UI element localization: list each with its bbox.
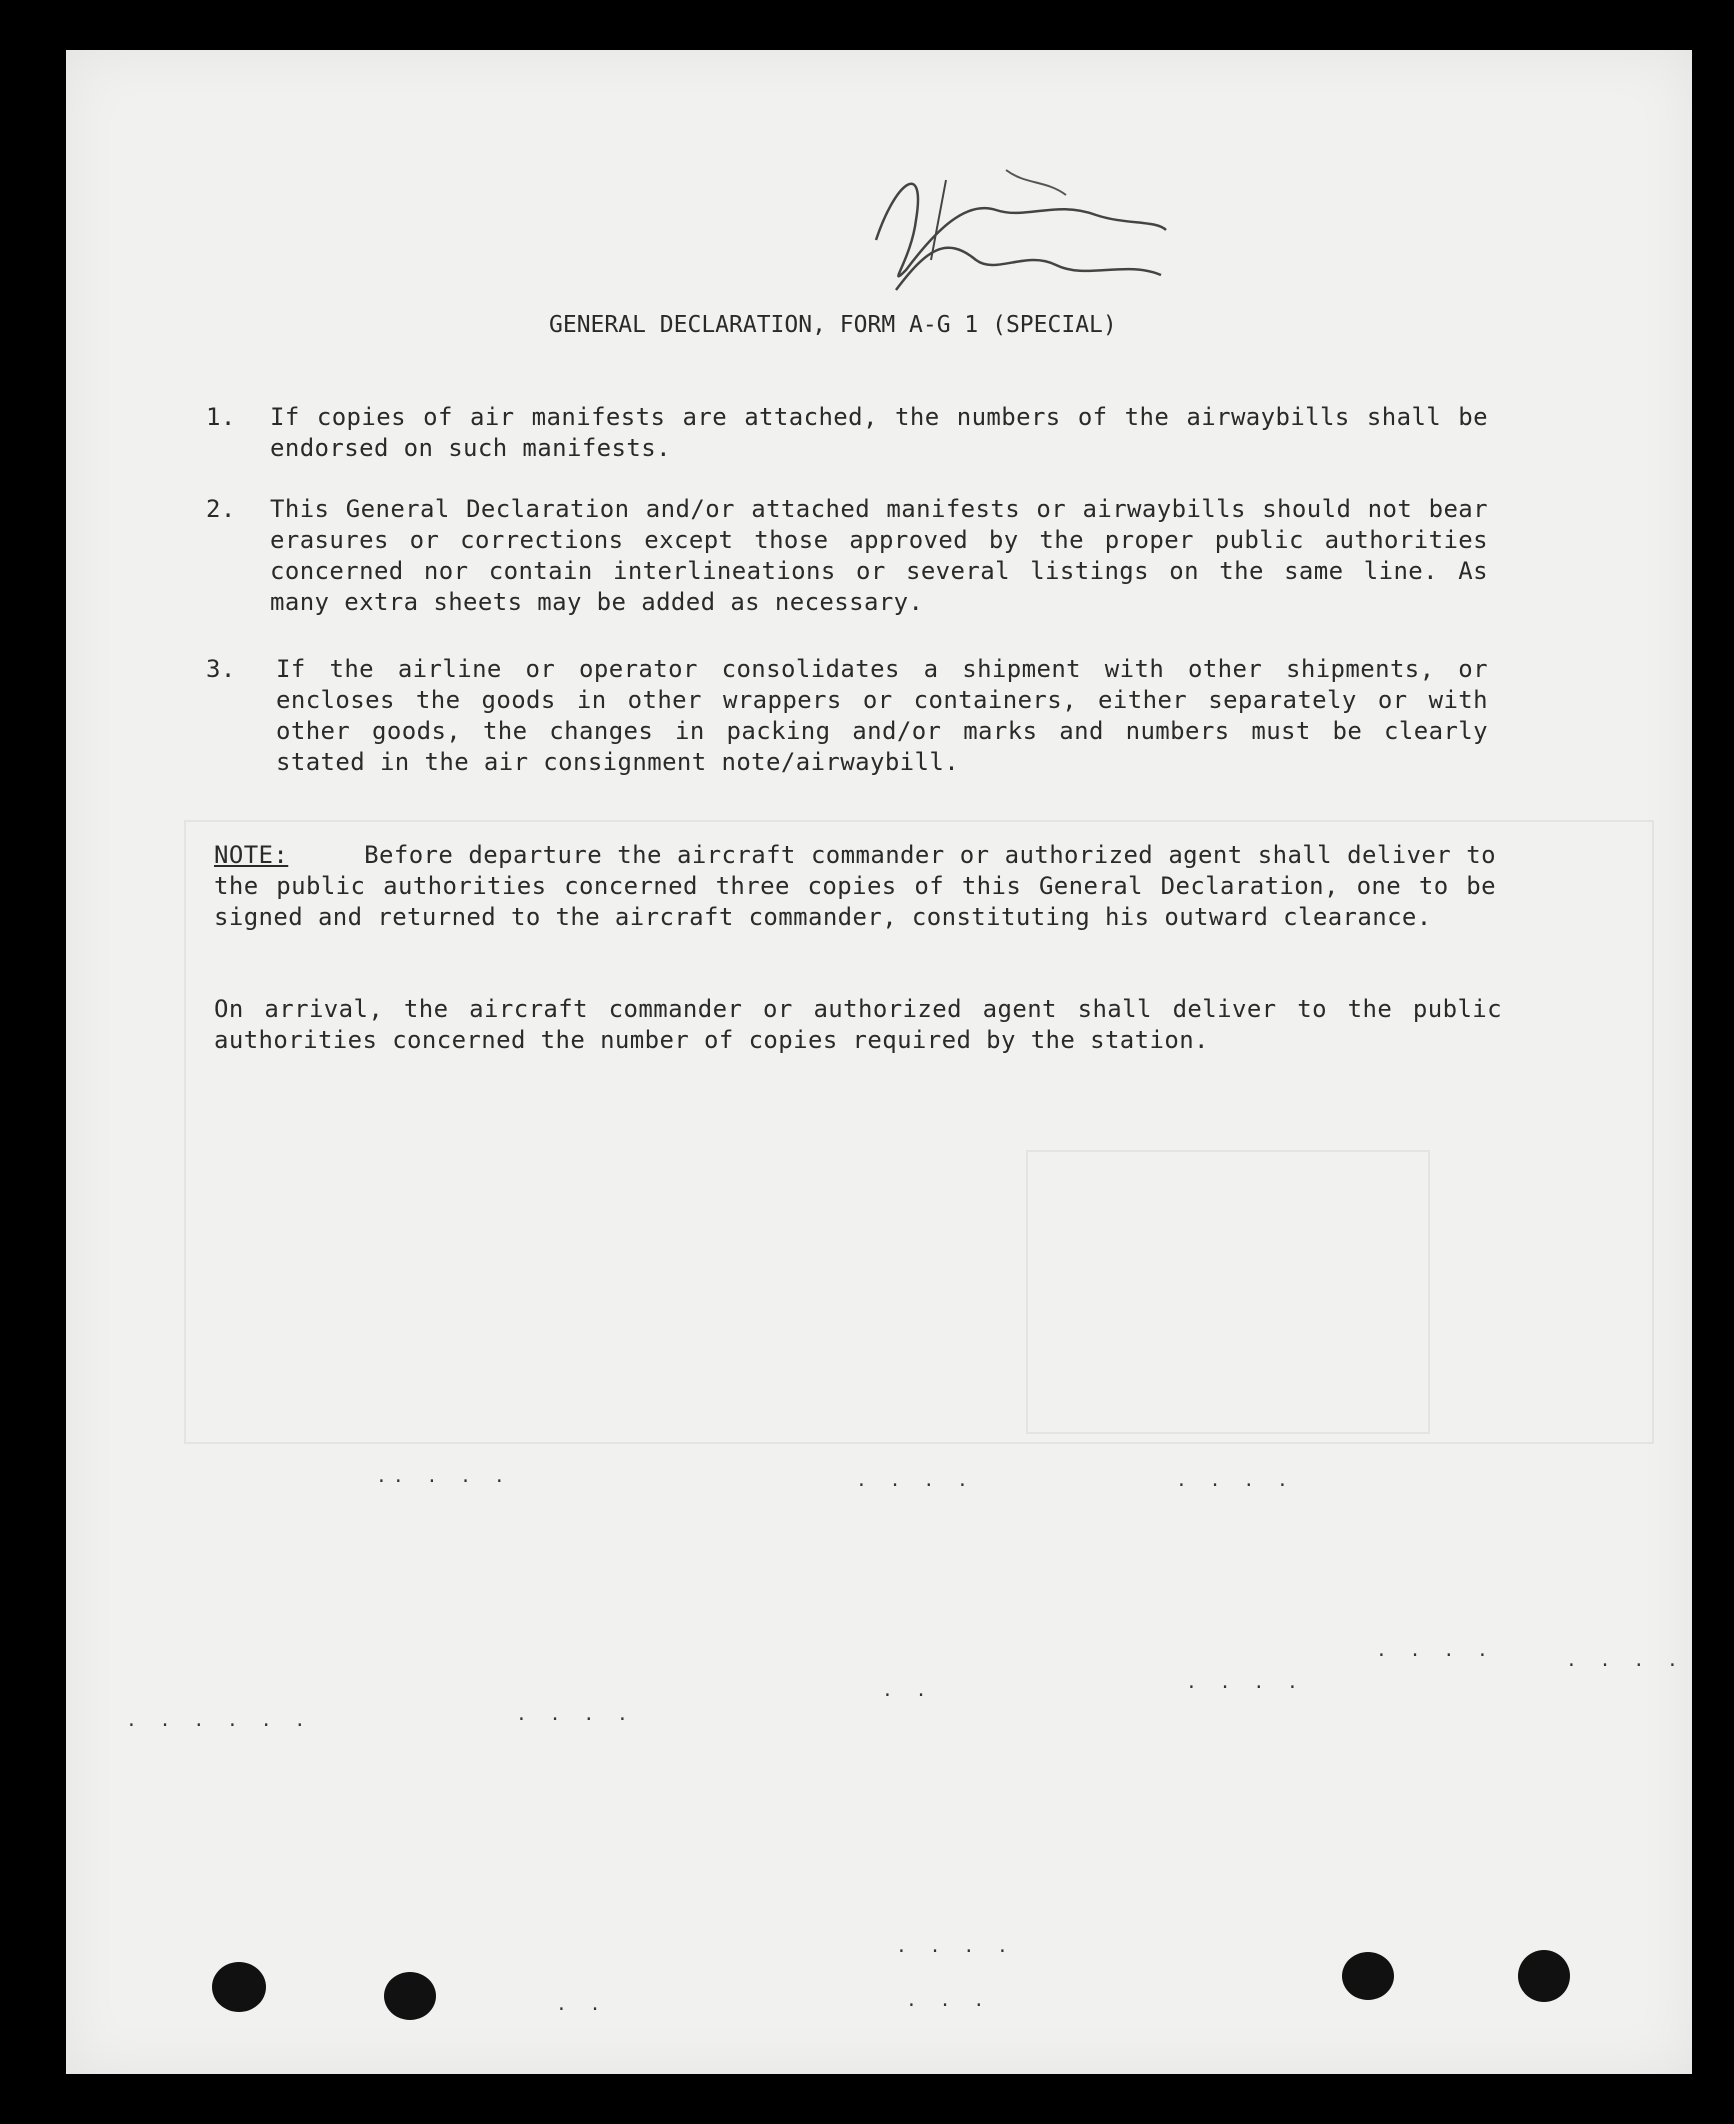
dot-marks: . . . .	[1186, 1672, 1304, 1693]
item-text: This General Declaration and/or attached manifests or airwaybills should not bear erasures or corrections except those approved by the proper public authorities concerned nor contain interlineations or several listings on the same line. As many extra sheets may be added as necessary.	[270, 495, 1488, 616]
list-item	[206, 494, 1488, 624]
note-paragraph	[214, 840, 1496, 933]
dot-marks: . . . .	[1376, 1640, 1494, 1661]
dot-marks: . . . . . .	[126, 1710, 312, 1731]
dot-marks: . . . .	[1176, 1470, 1294, 1491]
item-number: 1.	[206, 403, 236, 431]
dot-marks: . . . .	[896, 1936, 1014, 1957]
item-number: 2.	[206, 495, 236, 523]
document-paper	[66, 50, 1692, 2074]
item-number: 3.	[206, 655, 236, 683]
dot-marks: . . . .	[1566, 1650, 1684, 1671]
list-item	[206, 402, 1488, 472]
arrival-paragraph: On arrival, the aircraft commander or authorized agent shall deliver to the public authorities concerned the number of copies required by the station.	[214, 995, 1502, 1054]
punch-hole-icon	[1518, 1950, 1570, 2002]
dot-marks: . . .	[906, 1990, 991, 2011]
note-label: NOTE:	[214, 841, 289, 869]
punch-hole-icon	[212, 1962, 266, 2012]
item-text: If copies of air manifests are attached, the numbers of the airwaybills shall be endorsed on such manifests.	[270, 403, 1488, 462]
dot-marks: . . . .	[856, 1470, 974, 1491]
dot-marks: . . . .	[516, 1704, 634, 1725]
note-text: Before departure the aircraft commander or authorized agent shall deliver to the public authorities concerned three copies of this General Declaration, one to be signed and returned to the aircraft commander, constituting his outward clearance.	[214, 841, 1496, 931]
dot-marks: .. . . .	[376, 1466, 511, 1487]
dot-marks: . .	[556, 1994, 607, 2015]
handwritten-signature-icon	[856, 140, 1176, 310]
list-item	[206, 654, 1488, 784]
item-text: If the airline or operator consolidates a shipment with other shipments, or encloses the goods in other wrappers or containers, either separately or with other goods, the changes in packing and/or marks and numbers must be clearly stated in the air consignment note/airwaybill.	[276, 655, 1488, 776]
document-title: GENERAL DECLARATION, FORM A-G 1 (SPECIAL)	[549, 312, 1117, 338]
dot-marks: . .	[882, 1680, 933, 1701]
bleed-through-box	[1026, 1150, 1430, 1434]
punch-hole-icon	[384, 1972, 436, 2020]
punch-hole-icon	[1342, 1952, 1394, 2000]
